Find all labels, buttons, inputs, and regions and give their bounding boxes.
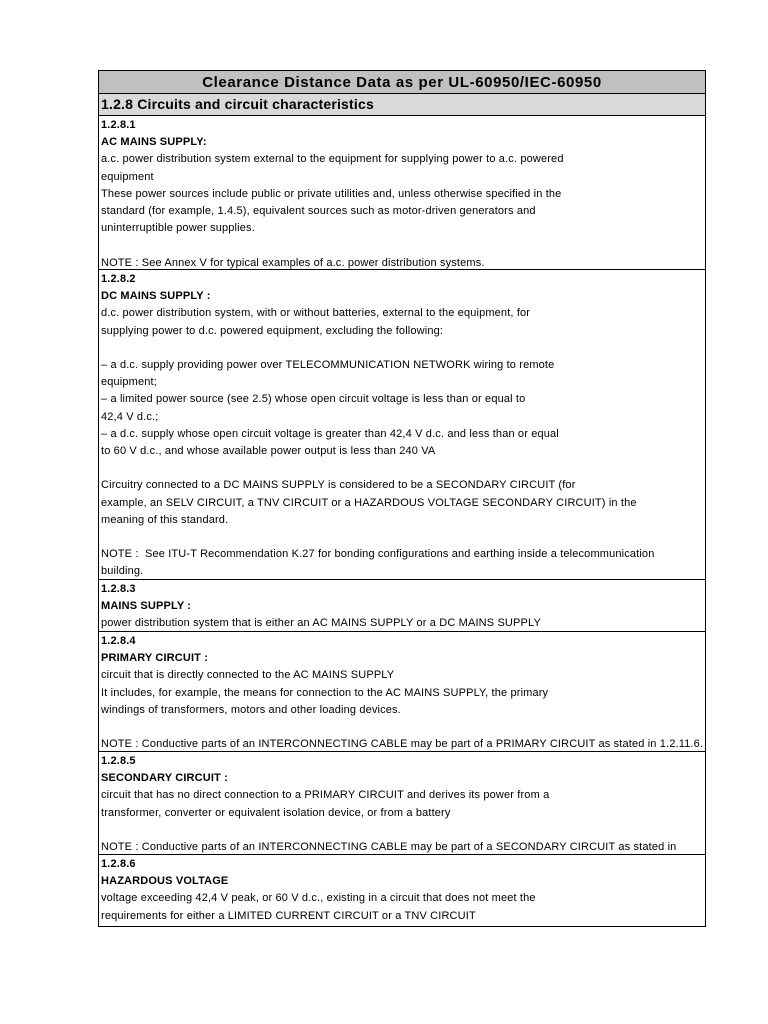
clause-1-2-8-1 [98, 116, 706, 270]
clause-text-line: power distribution system that is either an AC MAINS SUPPLY or a DC MAINS SUPPLY [101, 617, 541, 630]
clause-term: DC MAINS SUPPLY : [101, 290, 211, 303]
clause-text-line [101, 719, 705, 736]
clause-text-line: transformer, converter or equivalent isolation device, or from a battery [101, 806, 451, 819]
clause-text-line [101, 529, 705, 546]
clause-text-line: 42,4 V d.c.; [101, 410, 159, 423]
clause-list-item: – a limited power source (see 2.5) whose open circuit voltage is less than or equal to [101, 393, 526, 406]
clause-number: 1.2.8.2 [101, 273, 136, 285]
clause-number: 1.2.8.3 [101, 583, 136, 595]
clause-1-2-8-2 [98, 270, 706, 580]
clause-term: PRIMARY CIRCUIT : [101, 652, 209, 665]
document-sheet [98, 70, 706, 927]
clause-term: SECONDARY CIRCUIT : [101, 772, 228, 785]
document-title: Clearance Distance Data as per UL-60950/IEC-60950 [98, 70, 706, 94]
clause-number: 1.2.8.6 [101, 858, 136, 870]
clause-text-line: standard (for example, 1.4.5), equivalent sources such as motor-driven generators and [101, 205, 536, 218]
clause-text-line [101, 237, 705, 254]
clause-note: NOTE : Conductive parts of an INTERCONNECTING CABLE may be part of a PRIMARY CIRCUIT as stated in 1.2.11.6. [101, 738, 704, 751]
clause-1-2-8-6 [98, 855, 706, 927]
clause-text-line: windings of transformers, motors and other loading devices. [101, 703, 401, 716]
clause-term: MAINS SUPPLY : [101, 600, 192, 613]
clause-text-line: equipment; [101, 376, 157, 389]
clause-text-line: to 60 V d.c., and whose available power output is less than 240 VA [101, 445, 436, 458]
clause-number: 1.2.8.1 [101, 119, 136, 131]
clause-list-item: – a d.c. supply providing power over TELECOMMUNICATION NETWORK wiring to remote [101, 359, 555, 371]
clause-text-line: circuit that is directly connected to the AC MAINS SUPPLY [101, 669, 395, 682]
clause-text-line: requirements for either a LIMITED CURRENT CIRCUIT or a TNV CIRCUIT [101, 909, 476, 922]
clause-text-line: It includes, for example, the means for connection to the AC MAINS SUPPLY, the primary [101, 686, 549, 699]
clause-text-line: voltage exceeding 42,4 V peak, or 60 V d.c., existing in a circuit that does not meet the [101, 892, 536, 905]
clause-text-line [101, 340, 705, 357]
clause-text-line: uninterruptible power supplies. [101, 222, 255, 235]
clause-1-2-8-5 [98, 752, 706, 855]
clause-list-item: – a d.c. supply whose open circuit voltage is greater than 42,4 V d.c. and less than or equal [101, 427, 559, 440]
clause-note: NOTE : Conductive parts of an INTERCONNECTING CABLE may be part of a SECONDARY CIRCUIT as stated in [101, 841, 677, 853]
clause-text-line [101, 822, 705, 839]
clause-text-line: circuit that has no direct connection to a PRIMARY CIRCUIT and derives its power from a [101, 789, 550, 802]
section-heading: 1.2.8 Circuits and circuit characteristics [98, 94, 706, 116]
clause-note: NOTE : See Annex V for typical examples of a.c. power distribution systems. [101, 256, 485, 269]
clause-number: 1.2.8.4 [101, 635, 136, 647]
clause-text-line: a.c. power distribution system external to the equipment for supplying power to a.c. powered [101, 153, 564, 166]
clause-text-line: meaning of this standard. [101, 513, 229, 526]
clause-1-2-8-3 [98, 580, 706, 632]
clause-term: AC MAINS SUPPLY: [101, 136, 207, 149]
clause-text-line [101, 460, 705, 477]
clause-text-line: These power sources include public or private utilities and, unless otherwise specified in the [101, 187, 562, 200]
clause-number: 1.2.8.5 [101, 755, 136, 767]
clause-text-line: Circuitry connected to a DC MAINS SUPPLY is considered to be a SECONDARY CIRCUIT (for [101, 479, 576, 492]
clause-term: HAZARDOUS VOLTAGE [101, 875, 229, 888]
clause-text-line: equipment [101, 170, 154, 183]
clause-text-line: example, an SELV CIRCUIT, a TNV CIRCUIT or a HAZARDOUS VOLTAGE SECONDARY CIRCUIT) in the [101, 496, 637, 509]
clause-note: NOTE : See ITU-T Recommendation K.27 for bonding configurations and earthing inside a telecommunication [101, 548, 655, 561]
clause-1-2-8-4 [98, 632, 706, 752]
clause-text-line: d.c. power distribution system, with or without batteries, external to the equipment, for [101, 307, 531, 320]
clause-text-line: building. [101, 565, 144, 578]
clause-text-line: supplying power to d.c. powered equipment, excluding the following: [101, 324, 444, 337]
